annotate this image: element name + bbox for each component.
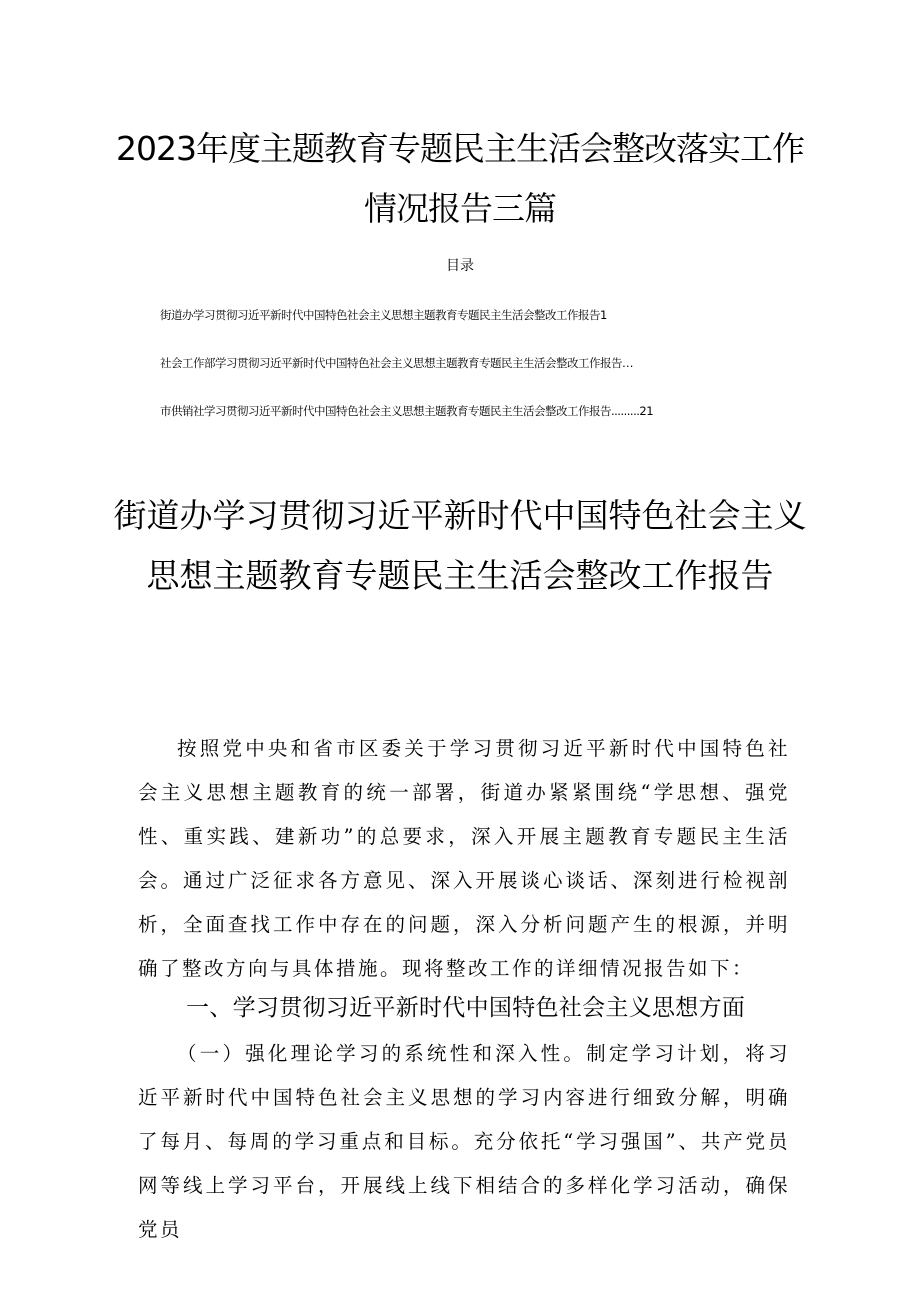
toc-item-social-work-dept[interactable]: 社会工作部学习贯彻习近平新时代中国特色社会主义思想主题教育专题民主生活会整改工作报告… bbox=[160, 356, 633, 370]
document-title: 2023年度主题教育专题民主生活会整改落实工作情况报告三篇 bbox=[116, 129, 804, 228]
toc-item-street-office[interactable]: 街道办学习贯彻习近平新时代中国特色社会主义思想主题教育专题民主生活会整改工作报告1 bbox=[160, 308, 607, 322]
toc-heading: 目录 bbox=[446, 258, 474, 274]
intro-paragraph: 按照党中央和省市区委关于学习贯彻习近平新时代中国特色社会主义思想主题教育的统一部署，街道办紧紧围绕“学思想、强党性、重实践、建新功”的总要求，深入开展主题教育专题民主生活会。通过广泛征求各方意见、深入开展谈心谈话、深刻进行检视剖析，全面查找工作中存在的问题，深入分析问题产生的根源，并明确了整改方向与具体措施。现将整改工作的详细情况报告如下： bbox=[138, 737, 790, 980]
item-1-paragraph: （一）强化理论学习的系统性和深入性。制定学习计划，将习近平新时代中国特色社会主义思想的学习内容进行细致分解，明确了每月、每周的学习重点和目标。充分依托“学习强国”、共产党员网等线上学习平台，开展线上线下相结合的多样化学习活动，确保党员 bbox=[138, 1042, 790, 1241]
toc-item-supply-coop[interactable]: 市供销社学习贯彻习近平新时代中国特色社会主义思想主题教育专题民主生活会整改工作报告.........21 bbox=[160, 404, 654, 418]
section-title: 街道办学习贯彻习近平新时代中国特色社会主义思想主题教育专题民主生活会整改工作报告 bbox=[113, 496, 807, 595]
table-of-contents bbox=[160, 305, 653, 421]
section-heading-1: 一、学习贯彻习近平新时代中国特色社会主义思想方面 bbox=[186, 995, 746, 1021]
